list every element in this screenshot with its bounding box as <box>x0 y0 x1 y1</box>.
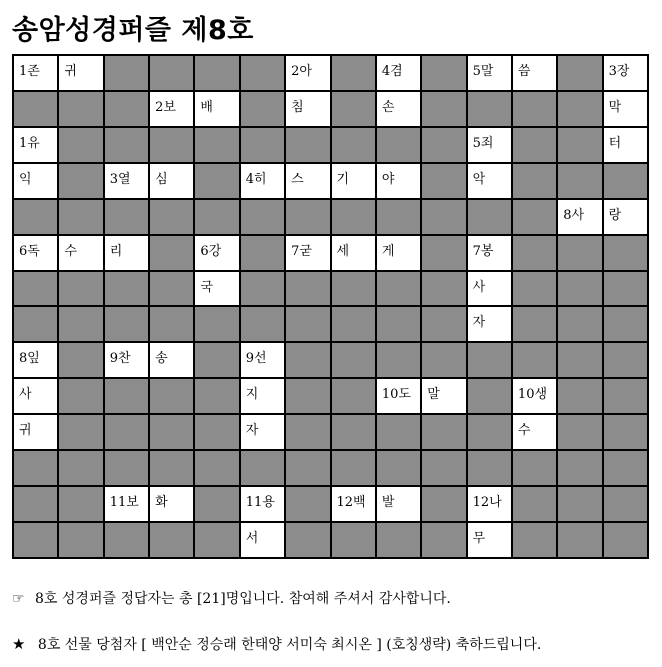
blocked-cell <box>13 199 58 235</box>
blocked-cell <box>194 522 239 558</box>
letter-cell: 4히 <box>240 163 285 199</box>
letter-cell: 2보 <box>149 91 194 127</box>
blocked-cell <box>285 127 330 163</box>
blocked-cell <box>285 342 330 378</box>
blocked-cell <box>331 127 376 163</box>
letter-cell: 3열 <box>104 163 149 199</box>
blocked-cell <box>149 450 194 486</box>
letter-cell: 게 <box>376 235 421 271</box>
blocked-cell <box>376 199 421 235</box>
pointing-hand-icon: ☞ <box>12 591 25 607</box>
blocked-cell <box>512 342 557 378</box>
blocked-cell <box>240 199 285 235</box>
blocked-cell <box>58 91 103 127</box>
blocked-cell <box>557 522 602 558</box>
blocked-cell <box>58 486 103 522</box>
blocked-cell <box>331 378 376 414</box>
blocked-cell <box>285 522 330 558</box>
blocked-cell <box>603 163 648 199</box>
blocked-cell <box>104 271 149 307</box>
blocked-cell <box>149 306 194 342</box>
blocked-cell <box>149 414 194 450</box>
blocked-cell <box>376 127 421 163</box>
letter-cell: 8잎 <box>13 342 58 378</box>
blocked-cell <box>512 127 557 163</box>
letter-cell: 익 <box>13 163 58 199</box>
blocked-cell <box>512 306 557 342</box>
blocked-cell <box>194 163 239 199</box>
blocked-cell <box>149 235 194 271</box>
blocked-cell <box>285 199 330 235</box>
letter-cell: 자 <box>240 414 285 450</box>
letter-cell: 1유 <box>13 127 58 163</box>
blocked-cell <box>557 55 602 91</box>
letter-cell: 지 <box>240 378 285 414</box>
blocked-cell <box>194 55 239 91</box>
letter-cell: 세 <box>331 235 376 271</box>
blocked-cell <box>58 522 103 558</box>
blocked-cell <box>240 450 285 486</box>
letter-cell: 9찬 <box>104 342 149 378</box>
blocked-cell <box>331 522 376 558</box>
blocked-cell <box>467 91 512 127</box>
letter-cell: 귀 <box>58 55 103 91</box>
blocked-cell <box>13 486 58 522</box>
letter-cell: 손 <box>376 91 421 127</box>
blocked-cell <box>58 127 103 163</box>
blocked-cell <box>104 450 149 486</box>
blocked-cell <box>285 271 330 307</box>
blocked-cell <box>285 414 330 450</box>
blocked-cell <box>557 306 602 342</box>
blocked-cell <box>512 486 557 522</box>
letter-cell: 송 <box>149 342 194 378</box>
blocked-cell <box>58 414 103 450</box>
blocked-cell <box>149 378 194 414</box>
blocked-cell <box>331 414 376 450</box>
blocked-cell <box>376 414 421 450</box>
blocked-cell <box>194 342 239 378</box>
letter-cell: 5죄 <box>467 127 512 163</box>
letter-cell: 리 <box>104 235 149 271</box>
blocked-cell <box>331 91 376 127</box>
blocked-cell <box>467 450 512 486</box>
blocked-cell <box>603 306 648 342</box>
blocked-cell <box>421 450 466 486</box>
blocked-cell <box>240 235 285 271</box>
blocked-cell <box>603 414 648 450</box>
letter-cell: 발 <box>376 486 421 522</box>
blocked-cell <box>58 342 103 378</box>
letter-cell: 사 <box>13 378 58 414</box>
blocked-cell <box>603 486 648 522</box>
letter-cell: 8사 <box>557 199 602 235</box>
blocked-cell <box>467 414 512 450</box>
letter-cell: 3장 <box>603 55 648 91</box>
blocked-cell <box>104 414 149 450</box>
blocked-cell <box>421 342 466 378</box>
blocked-cell <box>421 235 466 271</box>
blocked-cell <box>104 522 149 558</box>
blocked-cell <box>467 199 512 235</box>
letter-cell: 막 <box>603 91 648 127</box>
blocked-cell <box>557 163 602 199</box>
blocked-cell <box>421 271 466 307</box>
blocked-cell <box>194 127 239 163</box>
blocked-cell <box>512 199 557 235</box>
blocked-cell <box>149 55 194 91</box>
blocked-cell <box>331 199 376 235</box>
letter-cell: 7봉 <box>467 235 512 271</box>
blocked-cell <box>376 450 421 486</box>
blocked-cell <box>603 378 648 414</box>
letter-cell: 2아 <box>285 55 330 91</box>
blocked-cell <box>557 378 602 414</box>
letter-cell: 수 <box>512 414 557 450</box>
blocked-cell <box>194 306 239 342</box>
winners-notice <box>12 634 541 654</box>
blocked-cell <box>149 271 194 307</box>
blocked-cell <box>603 235 648 271</box>
blocked-cell <box>331 55 376 91</box>
letter-cell: 씀 <box>512 55 557 91</box>
letter-cell: 랑 <box>603 199 648 235</box>
blocked-cell <box>421 55 466 91</box>
blocked-cell <box>421 163 466 199</box>
blocked-cell <box>421 522 466 558</box>
blocked-cell <box>285 306 330 342</box>
letter-cell: 스 <box>285 163 330 199</box>
blocked-cell <box>194 199 239 235</box>
blocked-cell <box>557 127 602 163</box>
blocked-cell <box>149 199 194 235</box>
letter-cell: 국 <box>194 271 239 307</box>
blocked-cell <box>240 271 285 307</box>
blocked-cell <box>58 271 103 307</box>
blocked-cell <box>512 522 557 558</box>
blocked-cell <box>13 450 58 486</box>
blocked-cell <box>557 91 602 127</box>
blocked-cell <box>421 306 466 342</box>
answers-notice-text: 8호 성경퍼즐 정답자는 총 [21]명입니다. 참여해 주셔서 감사합니다. <box>35 591 451 607</box>
blocked-cell <box>421 91 466 127</box>
blocked-cell <box>58 450 103 486</box>
blocked-cell <box>557 342 602 378</box>
black-star-icon: ★ <box>12 635 26 653</box>
blocked-cell <box>557 271 602 307</box>
letter-cell: 12백 <box>331 486 376 522</box>
letter-cell: 7굳 <box>285 235 330 271</box>
letter-cell: 침 <box>285 91 330 127</box>
letter-cell: 10도 <box>376 378 421 414</box>
letter-cell: 귀 <box>13 414 58 450</box>
blocked-cell <box>331 271 376 307</box>
blocked-cell <box>240 91 285 127</box>
blocked-cell <box>512 163 557 199</box>
blocked-cell <box>58 199 103 235</box>
letter-cell: 기 <box>331 163 376 199</box>
blocked-cell <box>285 486 330 522</box>
letter-cell: 5말 <box>467 55 512 91</box>
blocked-cell <box>240 127 285 163</box>
letter-cell: 화 <box>149 486 194 522</box>
blocked-cell <box>104 199 149 235</box>
letter-cell: 야 <box>376 163 421 199</box>
letter-cell: 12나 <box>467 486 512 522</box>
letter-cell: 11용 <box>240 486 285 522</box>
blocked-cell <box>194 378 239 414</box>
blocked-cell <box>376 522 421 558</box>
blocked-cell <box>512 271 557 307</box>
blocked-cell <box>13 306 58 342</box>
letter-cell: 9선 <box>240 342 285 378</box>
letter-cell: 사 <box>467 271 512 307</box>
blocked-cell <box>285 378 330 414</box>
blocked-cell <box>557 235 602 271</box>
blocked-cell <box>331 306 376 342</box>
blocked-cell <box>104 55 149 91</box>
page-title: 송암성경퍼즐 제8호 <box>12 15 254 46</box>
letter-cell: 말 <box>421 378 466 414</box>
letter-cell: 배 <box>194 91 239 127</box>
blocked-cell <box>467 342 512 378</box>
blocked-cell <box>149 522 194 558</box>
blocked-cell <box>421 486 466 522</box>
letter-cell: 무 <box>467 522 512 558</box>
blocked-cell <box>240 306 285 342</box>
blocked-cell <box>13 91 58 127</box>
letter-cell: 터 <box>603 127 648 163</box>
blocked-cell <box>512 450 557 486</box>
letter-cell: 자 <box>467 306 512 342</box>
blocked-cell <box>331 342 376 378</box>
blocked-cell <box>194 450 239 486</box>
letter-cell: 수 <box>58 235 103 271</box>
blocked-cell <box>512 235 557 271</box>
letter-cell: 6독 <box>13 235 58 271</box>
blocked-cell <box>104 127 149 163</box>
letter-cell: 10생 <box>512 378 557 414</box>
crossword-grid <box>12 54 649 559</box>
blocked-cell <box>421 199 466 235</box>
blocked-cell <box>421 414 466 450</box>
blocked-cell <box>285 450 330 486</box>
blocked-cell <box>13 522 58 558</box>
letter-cell: 악 <box>467 163 512 199</box>
blocked-cell <box>104 378 149 414</box>
winners-notice-text: 8호 선물 당첨자 [ 백안순 정승래 한태양 서미숙 최시온 ] (호칭생략) 축하드립니다. <box>37 637 542 653</box>
blocked-cell <box>13 271 58 307</box>
letter-cell: 1존 <box>13 55 58 91</box>
blocked-cell <box>376 306 421 342</box>
blocked-cell <box>603 522 648 558</box>
blocked-cell <box>603 271 648 307</box>
blocked-cell <box>240 55 285 91</box>
blocked-cell <box>194 414 239 450</box>
blocked-cell <box>58 378 103 414</box>
letter-cell: 4겸 <box>376 55 421 91</box>
blocked-cell <box>557 486 602 522</box>
blocked-cell <box>467 378 512 414</box>
blocked-cell <box>557 450 602 486</box>
letter-cell: 서 <box>240 522 285 558</box>
blocked-cell <box>104 306 149 342</box>
blocked-cell <box>331 450 376 486</box>
blocked-cell <box>104 91 149 127</box>
blocked-cell <box>421 127 466 163</box>
letter-cell: 심 <box>149 163 194 199</box>
letter-cell: 11보 <box>104 486 149 522</box>
blocked-cell <box>58 163 103 199</box>
blocked-cell <box>194 486 239 522</box>
blocked-cell <box>149 127 194 163</box>
blocked-cell <box>376 342 421 378</box>
blocked-cell <box>58 306 103 342</box>
blocked-cell <box>512 91 557 127</box>
blocked-cell <box>603 450 648 486</box>
answers-notice <box>12 588 451 608</box>
letter-cell: 6강 <box>194 235 239 271</box>
blocked-cell <box>603 342 648 378</box>
blocked-cell <box>557 414 602 450</box>
blocked-cell <box>376 271 421 307</box>
